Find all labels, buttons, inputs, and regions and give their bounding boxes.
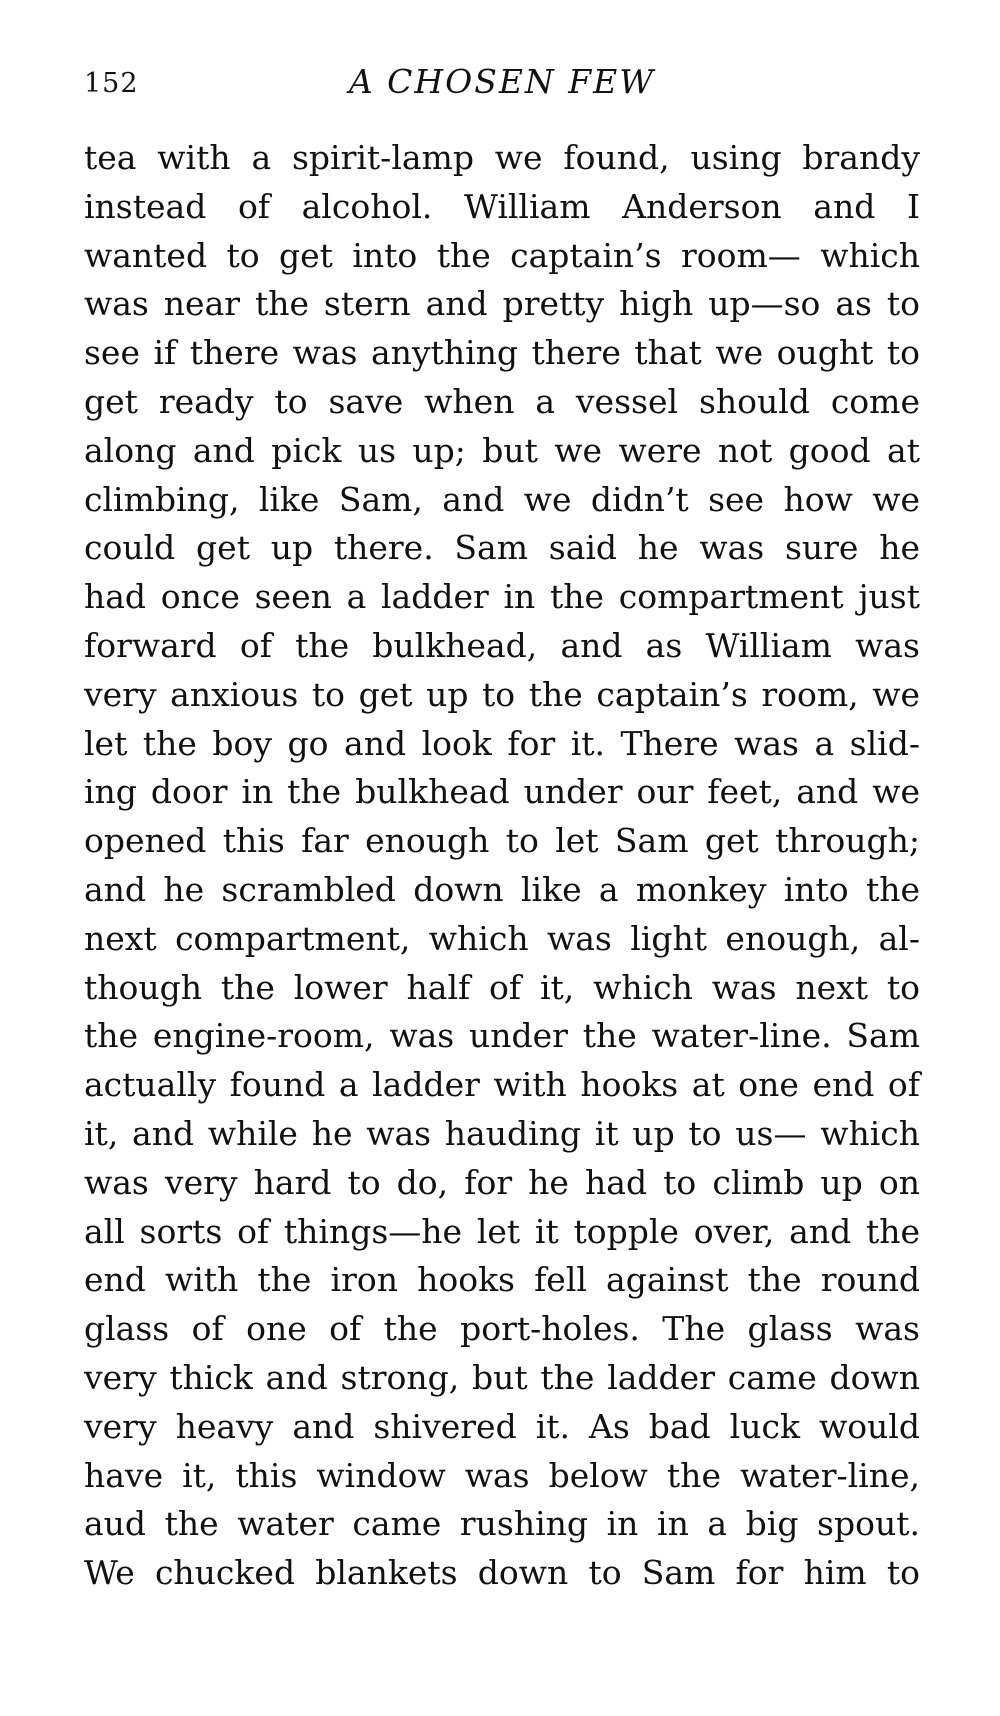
text-line: We chucked blankets down to Sam for him to — [84, 1553, 920, 1593]
text-line: along and pick us up; but we were not good at — [84, 430, 920, 470]
text-line: could get up there. Sam said he was sure he — [84, 528, 920, 568]
text-line: wanted to get into the captain’s room— which — [84, 235, 920, 275]
text-line: let the boy go and look for it. There was a slid- — [84, 723, 920, 763]
text-line: all sorts of things—he let it topple over, and the — [84, 1211, 920, 1251]
text-line: was near the stern and pretty high up—so as to — [84, 284, 920, 324]
text-line: it, and while he was hauding it up to us— which — [84, 1113, 920, 1153]
text-line: and he scrambled down like a monkey into the — [84, 869, 920, 909]
text-line: the engine-room, was under the water-line. Sam — [84, 1016, 920, 1056]
text-line: very heavy and shivered it. As bad luck would — [84, 1406, 920, 1446]
text-line: aud the water came rushing in in a big spout. — [84, 1504, 920, 1544]
page-header — [84, 62, 920, 106]
text-line: very anxious to get up to the captain’s room, we — [84, 674, 920, 714]
text-line: next compartment, which was light enough, al- — [84, 918, 920, 958]
text-line: ing door in the bulkhead under our feet, and we — [84, 772, 920, 812]
running-title: A CHOSEN FEW — [348, 62, 656, 101]
text-line: though the lower half of it, which was next to — [84, 967, 920, 1007]
text-line: glass of one of the port-holes. The glass was — [84, 1309, 920, 1349]
text-line: very thick and strong, but the ladder came down — [84, 1357, 920, 1397]
text-line: get ready to save when a vessel should come — [84, 381, 920, 421]
text-line: see if there was anything there that we ought to — [84, 333, 920, 373]
text-line: climbing, like Sam, and we didn’t see how we — [84, 479, 920, 519]
text-line: instead of alcohol. William Anderson and I — [84, 186, 920, 226]
text-line: had once seen a ladder in the compartment just — [84, 577, 920, 617]
text-line: was very hard to do, for he had to climb up on — [84, 1162, 920, 1202]
text-line: have it, this window was below the water-line, — [84, 1455, 920, 1495]
page-number: 152 — [84, 68, 139, 99]
text-line: actually found a ladder with hooks at one end of — [84, 1065, 920, 1105]
text-line: tea with a spirit-lamp we found, using brandy — [84, 138, 920, 177]
text-line: opened this far enough to let Sam get through; — [84, 821, 920, 861]
text-line: forward of the bulkhead, and as William was — [84, 625, 920, 665]
body-text — [84, 134, 920, 1598]
text-line: end with the iron hooks fell against the round — [84, 1260, 920, 1300]
